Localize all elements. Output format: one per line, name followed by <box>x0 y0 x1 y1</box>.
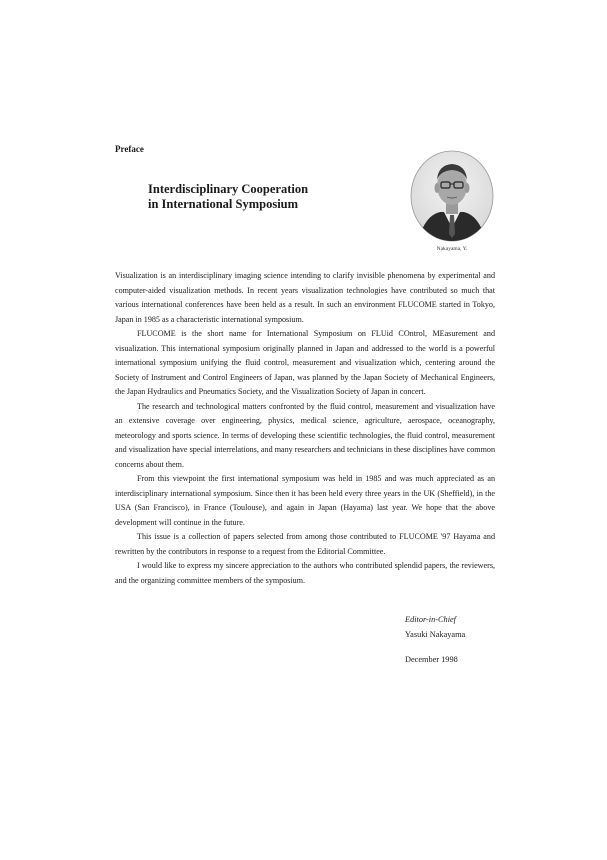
paragraph: The research and technological matters confronted by the fluid control, measurement and visualization have an extensive coverage over engineering, physics, medical science, agriculture, aerospace, oceanography, meteorology and sports science. In terms of developing these scientific technologies, the fluid control, measurement and visualization have special interrelations, and many researchers and technicians in these disciplines have common concerns about them. <box>115 401 495 469</box>
paragraph: This issue is a collection of papers selected from among those contributed to FLUCOME '97 Hayama and rewritten by the contributors in response to a request from the Editorial Committee. <box>115 532 495 556</box>
author-portrait <box>410 150 494 242</box>
signature-date: December 1998 <box>405 655 458 664</box>
portrait-caption: Nakayama, Y. <box>436 246 468 252</box>
paragraph: I would like to express my sincere appreciation to the authors who contributed splendid papers, the reviewers, and the organizing committee members of the symposium. <box>115 561 495 585</box>
paragraph: Visualization is an interdisciplinary imaging science intending to clarify invisible phenomena by experimental and computer-aided visualization methods. In recent years visualization technologies have contributed so much that various international conferences have been held as a result. In such an environment FLUCOME started in Tokyo, Japan in 1985 as a characteristic international symposium. <box>115 271 495 324</box>
preface-body <box>115 269 495 588</box>
signature-block <box>405 613 465 668</box>
title-line-2: in International Symposium <box>148 197 299 211</box>
signature-role: Editor-in-Chief <box>405 615 456 624</box>
section-label: Preface <box>115 144 144 154</box>
paragraph: FLUCOME is the short name for International Symposium on FLUid COntrol, MEasurement and visualization. This international symposium originally planned in Japan and addressed to the world is a powerful international symposium unifying the fluid control, measurement and visualization which, centering around the Society of Instrument and Control Engineers of Japan, was planned by the Japan Society of Mechanical Engineers, the Japan Hydraulics and Pneumatics Society, and the Visualization Society of Japan in concert. <box>115 329 495 396</box>
title-line-1: Interdisciplinary Cooperation <box>148 182 309 196</box>
signature-name: Yasuki Nakayama <box>405 629 466 639</box>
page-title <box>148 182 308 212</box>
paragraph: From this viewpoint the first international symposium was held in 1985 and was much appreciated as an interdisciplinary international symposium. Since then it has been held every three years in the UK (Sheffield), in the USA (San Francisco), in France (Toulouse), and again in Japan (Hayama) last year. We hope that the above development will continue in the future. <box>115 474 495 527</box>
